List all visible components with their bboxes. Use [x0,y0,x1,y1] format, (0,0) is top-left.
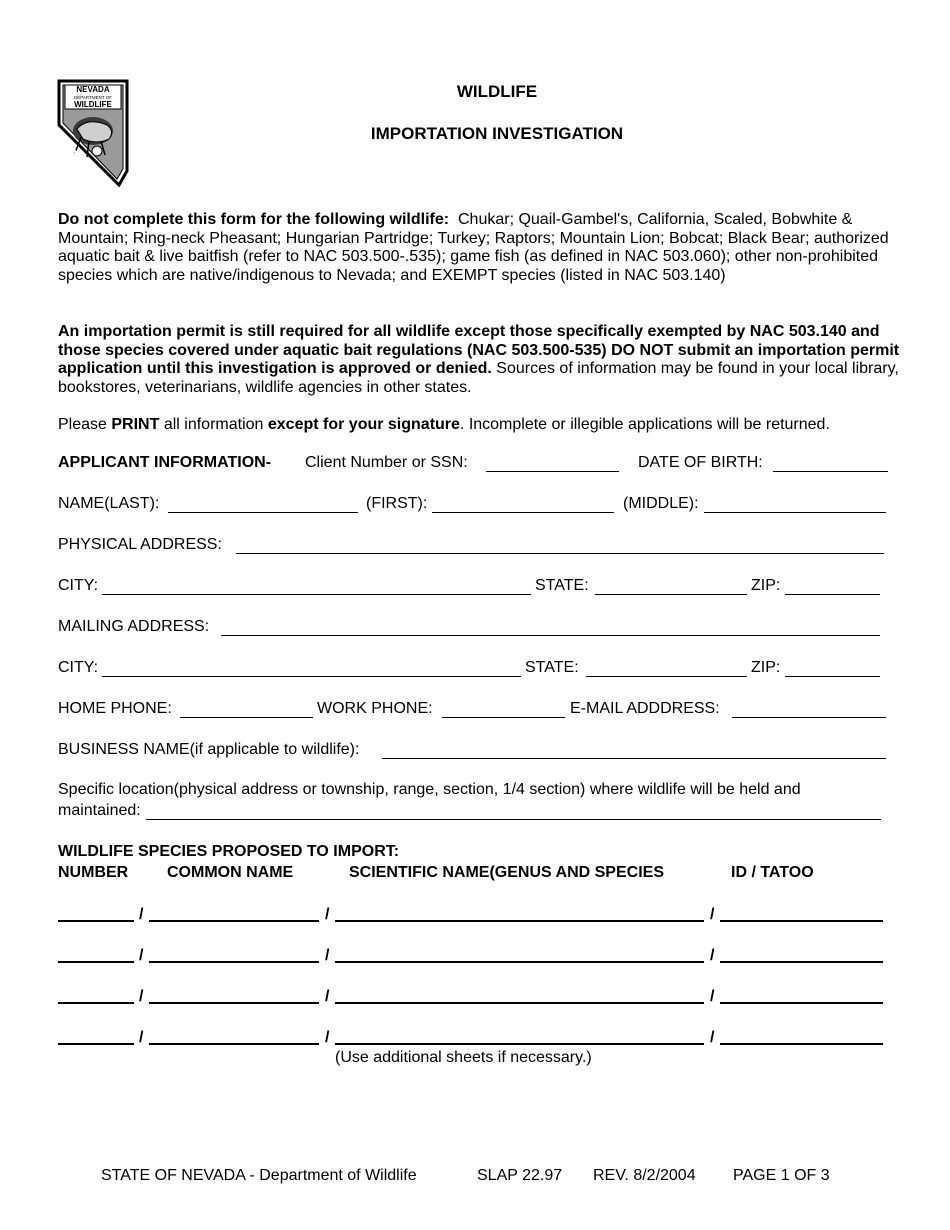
mailing-address-label: MAILING ADDRESS: [58,618,210,635]
species-separator: / [139,906,144,923]
location-label-line2: maintained: [58,802,141,819]
home-phone-label: HOME PHONE: [58,700,172,717]
species-id-tatoo-field[interactable] [720,920,883,922]
print-note-mid: all information [159,416,268,433]
physical-address-label: PHYSICAL ADDRESS: [58,536,222,553]
species-id-tatoo-field[interactable] [720,1002,883,1004]
species-common-name-field[interactable] [149,1043,319,1045]
species-common-name-field[interactable] [149,1002,319,1004]
business-name-field[interactable] [382,743,886,759]
mailing-state-field[interactable] [586,661,747,677]
mailing-address-row [58,616,898,638]
footer-revision: REV. 8/2/2004 [593,1167,696,1184]
col-scientific-name-header: SCIENTIFIC NAME(GENUS AND SPECIES [349,864,664,881]
col-number-header: NUMBER [58,864,129,881]
mailing-zip-label: ZIP: [751,659,781,676]
mailing-city-field[interactable] [102,661,521,677]
additional-sheets-note: (Use additional sheets if necessary.) [335,1049,592,1066]
species-common-name-field[interactable] [149,920,319,922]
col-common-name-header: COMMON NAME [167,864,294,881]
species-separator: / [710,906,715,923]
dob-field[interactable] [773,456,888,472]
species-scientific-name-field[interactable] [335,1043,704,1045]
business-name-label: BUSINESS NAME(if applicable to wildlife): [58,741,360,758]
species-separator: / [710,988,715,1005]
exemption-notice-lead: Do not complete this form for the following wildlife: [58,211,450,228]
business-row [58,739,898,761]
home-phone-field[interactable] [180,702,313,718]
species-separator: / [139,947,144,964]
species-separator: / [325,988,330,1005]
species-number-field[interactable] [58,1043,134,1045]
print-note-post: . Incomplete or illegible applications will be returned. [459,416,830,433]
client-number-field[interactable] [486,456,619,472]
logo-text-3: WILDLIFE [74,100,112,109]
email-label: E-MAIL ADDDRESS: [570,700,720,717]
work-phone-field[interactable] [442,702,565,718]
physical-city-label: CITY: [58,577,99,594]
permit-notice-bold: An importation permit is still required for all wildlife except those specifically exempted by NAC 503.140 and those species covered under aquatic bait regulations (NAC 503.500-535) DO NOT submit an importation permit application until this investigation is approved or denied. [58,323,900,377]
species-scientific-name-field[interactable] [335,961,704,963]
physical-city-row [58,575,898,597]
physical-zip-field[interactable] [785,579,880,595]
email-field[interactable] [732,702,886,718]
species-separator: / [325,906,330,923]
work-phone-label: WORK PHONE: [317,700,433,717]
mailing-zip-field[interactable] [785,661,880,677]
species-separator: / [139,1029,144,1046]
name-first-label: (FIRST): [366,495,428,512]
applicant-heading: APPLICANT INFORMATION- [58,454,272,471]
location-row [58,800,898,822]
species-id-tatoo-field[interactable] [720,1043,883,1045]
species-scientific-name-field[interactable] [335,920,704,922]
logo-text-2: DEPARTMENT OF [73,95,113,100]
mailing-city-label: CITY: [58,659,99,676]
species-number-field[interactable] [58,1002,134,1004]
footer-page: PAGE 1 OF 3 [733,1167,830,1184]
mailing-city-row [58,657,898,679]
physical-city-field[interactable] [102,579,531,595]
species-heading: WILDLIFE SPECIES PROPOSED TO IMPORT: [58,843,400,860]
species-separator: / [710,947,715,964]
species-separator: / [325,1029,330,1046]
footer-form-number: SLAP 22.97 [477,1167,563,1184]
logo-text-1: NEVADA [76,85,110,94]
print-note-except: except for your signature [267,416,460,433]
print-note-print: PRINT [111,416,160,433]
page-title: WILDLIFE [456,82,538,101]
mailing-state-label: STATE: [525,659,579,676]
print-instructions [58,416,830,434]
exemption-notice-body: Chukar; Quail-Gambel's, California, Scaled, Bobwhite & Mountain; Ring-neck Pheasant; Hungarian Partridge; Turkey; Raptors; Mountain Lion; Bobcat; Black Bear; authorized aquatic bait & live baitfish (refer to NAC 503.500-.535); game fish (as defined in NAC 503.060); other non-prohibited species which are native/indigenous to Nevada; and EXEMPT species (listed in NAC 503.140) [58,211,889,284]
permit-notice [58,323,908,397]
mailing-address-field[interactable] [221,620,880,636]
physical-address-row [58,534,898,556]
name-middle-field[interactable] [704,497,886,513]
page-subtitle: IMPORTATION INVESTIGATION [370,124,624,143]
name-middle-label: (MIDDLE): [623,495,699,512]
footer-agency: STATE OF NEVADA - Department of Wildlife [101,1167,417,1184]
location-field[interactable] [146,804,881,820]
name-last-field[interactable] [168,497,358,513]
contact-row [58,698,898,720]
name-last-label: NAME(LAST): [58,495,160,512]
species-scientific-name-field[interactable] [335,1002,704,1004]
physical-zip-label: ZIP: [751,577,781,594]
exemption-notice [58,211,908,285]
applicant-info-row [58,452,898,474]
col-id-tatoo-header: ID / TATOO [731,864,814,881]
species-number-field[interactable] [58,961,134,963]
dob-label: DATE OF BIRTH: [638,454,763,471]
species-number-field[interactable] [58,920,134,922]
species-separator: / [325,947,330,964]
species-separator: / [710,1029,715,1046]
name-first-field[interactable] [432,497,614,513]
name-row [58,493,898,515]
print-note-pre: Please [58,416,112,433]
location-label-line1: Specific location(physical address or township, range, section, 1/4 section) where wildlife will be held and [58,781,801,798]
physical-state-field[interactable] [595,579,747,595]
client-number-label: Client Number or SSN: [305,454,468,471]
physical-address-field[interactable] [236,538,884,554]
permit-notice-plain: Sources of information may be found in your local library, bookstores, veterinarians, wildlife agencies in other states. [58,360,899,396]
species-common-name-field[interactable] [149,961,319,963]
species-id-tatoo-field[interactable] [720,961,883,963]
physical-state-label: STATE: [535,577,589,594]
species-separator: / [139,988,144,1005]
